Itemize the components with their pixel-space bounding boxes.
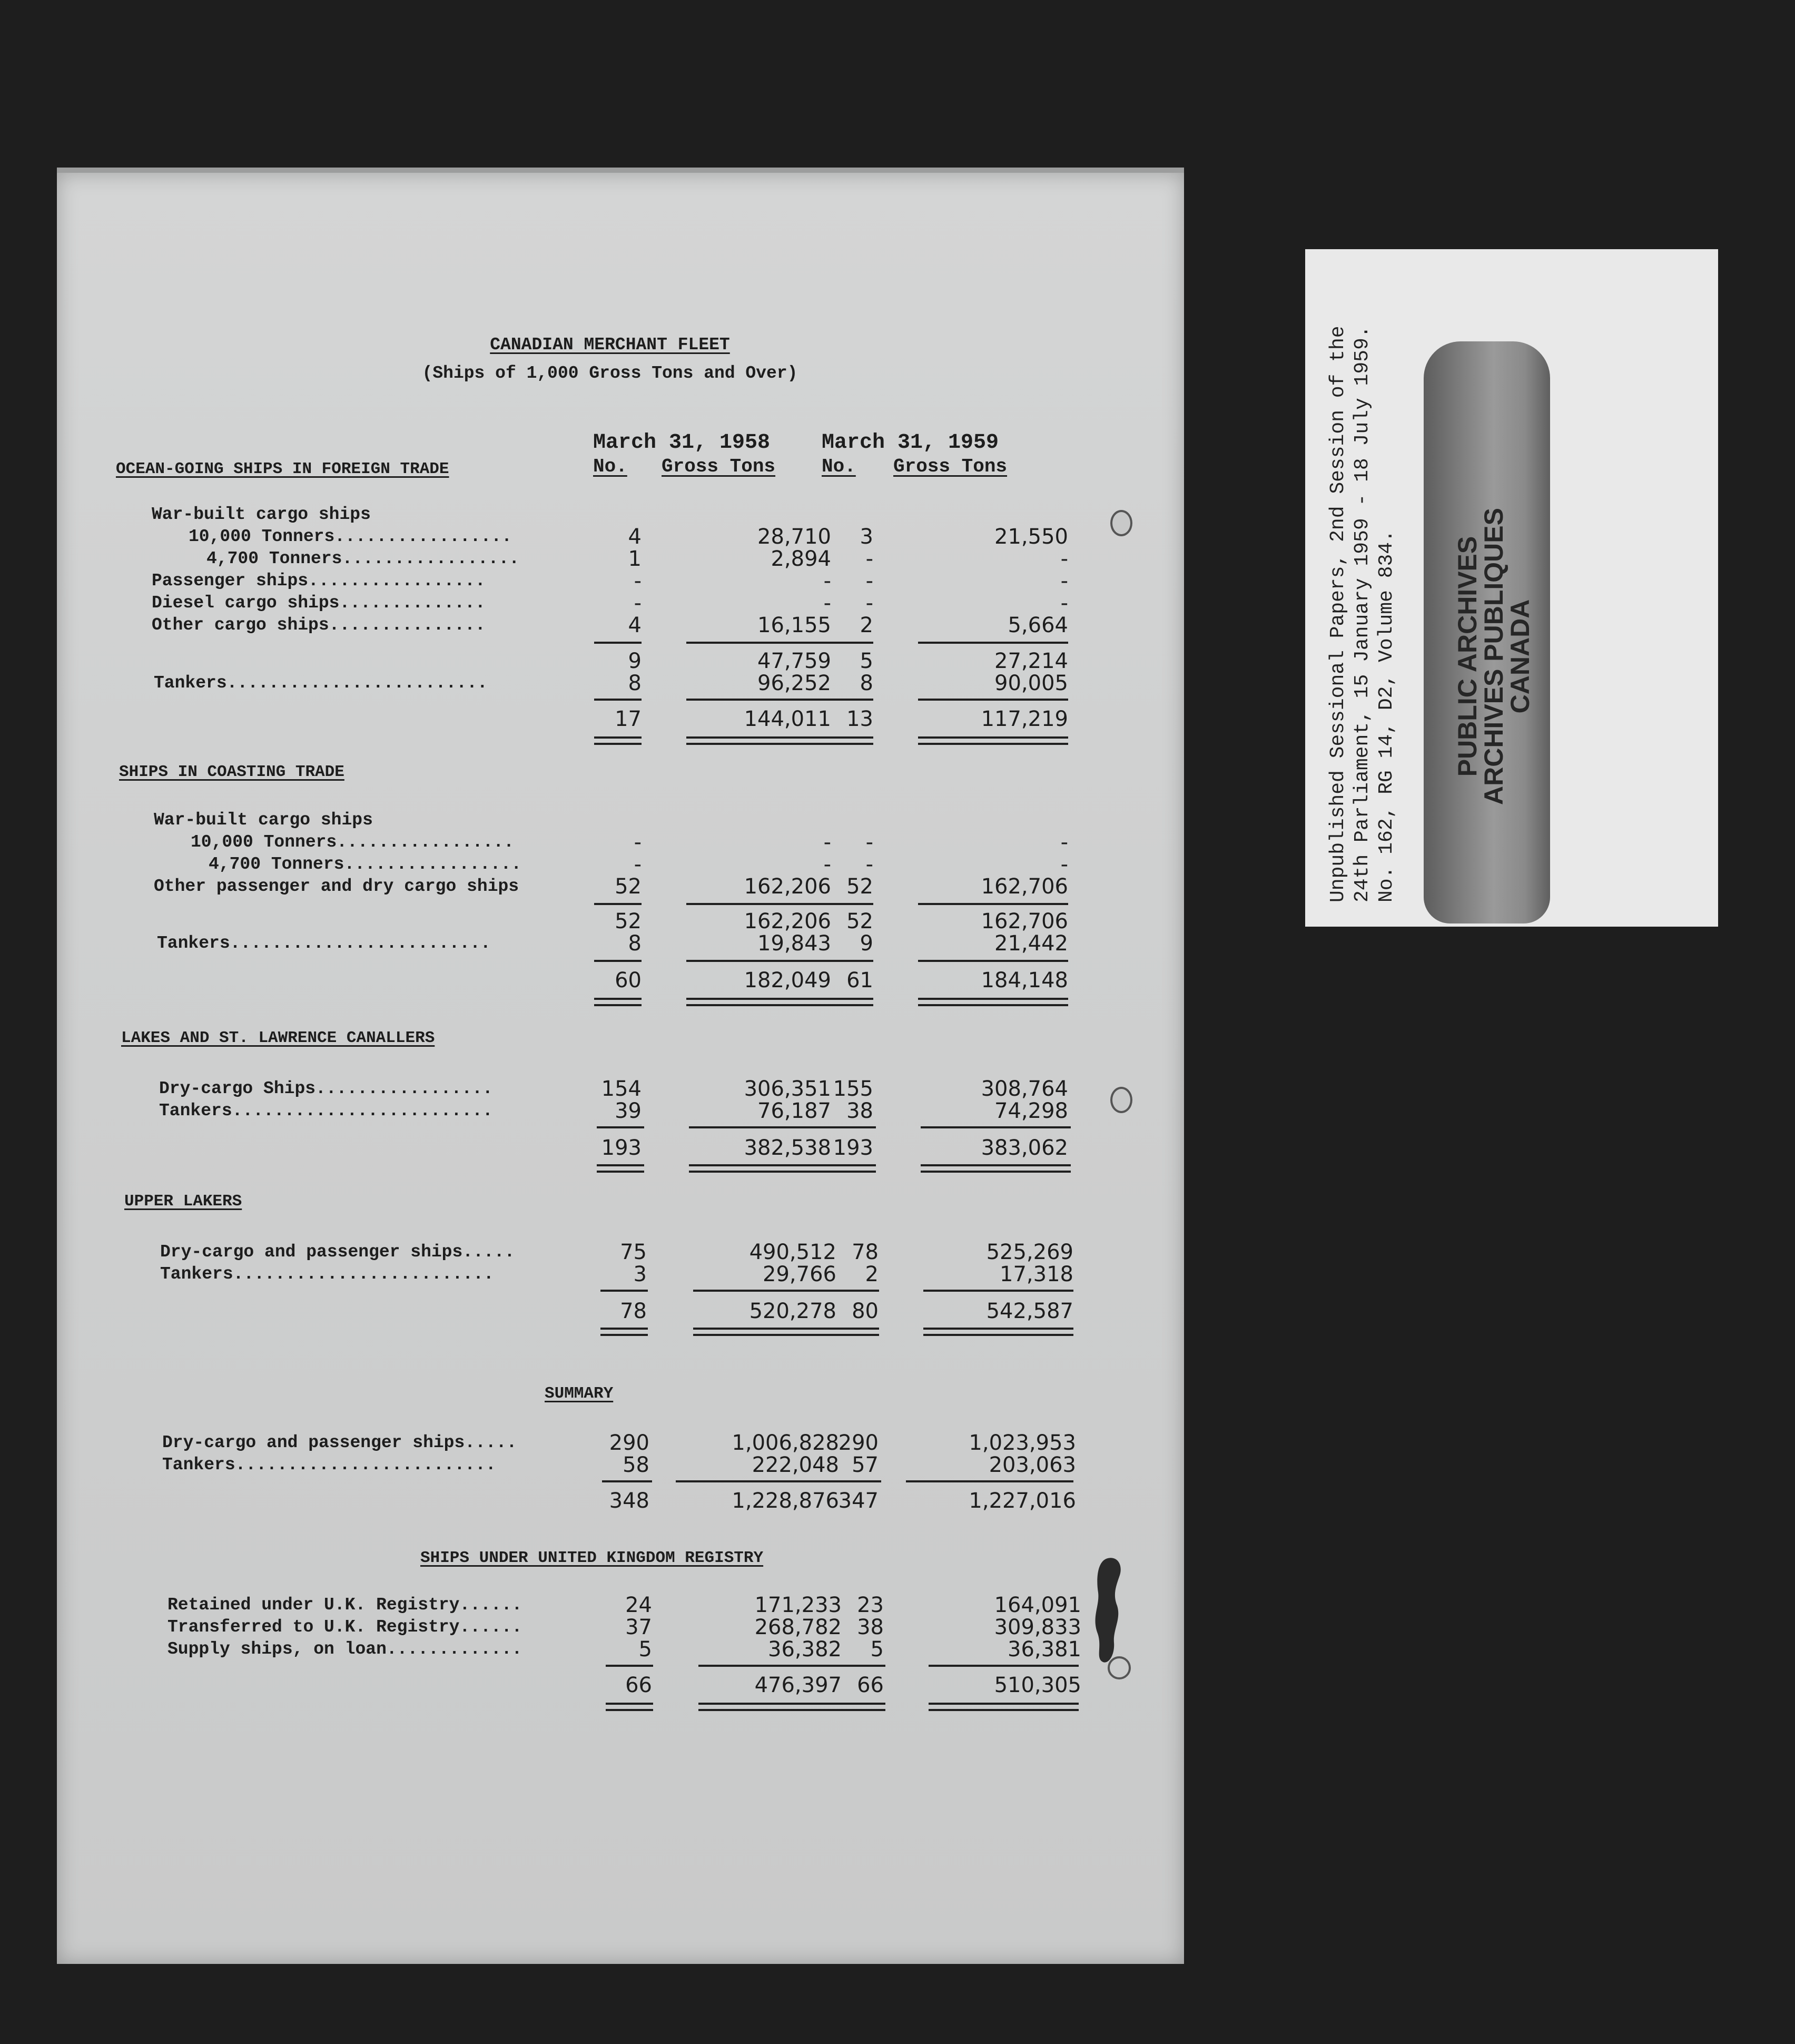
table-row [57,673,1184,696]
cell-tons-1958: - [823,569,831,593]
subtotal-rule [698,1665,843,1667]
cell-tons-1958: 171,233 [754,1593,842,1617]
total-double-rule [923,1328,1073,1336]
cell-no-1959: 8 [860,671,873,695]
cell-tons-1959: 1,023,953 [969,1431,1076,1455]
cell-tons-1958: 19,843 [757,931,831,956]
cell-tons-1959: - [1060,547,1068,571]
cell-no-1958: 4 [628,613,642,637]
subtotal-rule [676,1480,839,1482]
cell-tons-1958: 144,011 [744,707,831,731]
cell-tons-1958: 76,187 [757,1099,831,1123]
punch-hole [1110,510,1132,536]
total-double-rule [606,1703,653,1711]
row-label: 4,700 Tonners................. [206,549,520,568]
cell-tons-1959: 74,298 [994,1099,1068,1123]
subtotal-rule [906,1480,1073,1482]
cell-no-1958: - [634,591,642,615]
cell-no-1959: 9 [860,931,873,956]
table-row-total [57,1675,1184,1698]
cell-no-1959: 61 [846,968,873,992]
table-row [57,1101,1184,1124]
subtotal-rule [823,699,873,701]
cell-tons-1959: 542,587 [986,1299,1073,1323]
row-label: Retained under U.K. Registry...... [167,1595,522,1615]
subtotal-rule [829,1290,879,1292]
cell-tons-1958: 162,206 [744,909,831,933]
cell-no-1958: 66 [625,1673,652,1697]
section-heading-canallers: LAKES AND ST. LAWRENCE CANALLERS [121,1029,435,1047]
cell-tons-1959: 525,269 [986,1240,1073,1264]
cell-tons-1958: 1,228,876 [732,1489,839,1513]
subtotal-rule [600,1290,648,1292]
table-row [57,615,1184,638]
cell-no-1958: 52 [615,874,642,899]
cell-no-1959: 13 [846,707,873,731]
total-double-rule [600,1328,648,1336]
cell-tons-1959: - [1060,830,1068,854]
row-label: Other passenger and dry cargo ships [154,877,519,896]
subtotal-rule [594,699,642,701]
cell-tons-1958: 47,759 [757,649,831,673]
cell-tons-1958: 29,766 [763,1262,836,1286]
total-double-rule [829,1328,879,1336]
subtotal-rule [686,642,831,644]
cell-tons-1958: 520,278 [749,1299,836,1323]
cell-tons-1959: 21,550 [994,525,1068,549]
subtotal-rule [823,642,873,644]
subtotal-rule [693,1290,838,1292]
row-label: Tankers......................... [162,1455,496,1475]
table-row-total [57,1491,1184,1514]
row-label: Tankers......................... [154,673,488,693]
subtotal-rule [918,699,1068,701]
card-line: Unpublished Sessional Papers, 2nd Session of the [1327,326,1349,902]
cell-tons-1959: 309,833 [994,1615,1081,1639]
archive-card [1305,249,1718,927]
cell-no-1959: 3 [860,525,873,549]
cell-tons-1959: 308,764 [981,1077,1068,1101]
cell-no-1959: 78 [852,1240,879,1264]
cell-tons-1958: - [823,852,831,877]
subtotal-rule [606,1665,653,1667]
cell-tons-1959: - [1060,591,1068,615]
table-row-total [57,970,1184,994]
row-label: Tankers......................... [160,1264,494,1284]
cell-no-1958: 1 [628,547,642,571]
cell-tons-1958: 162,206 [744,874,831,899]
subtotal-rule [929,1665,1079,1667]
cell-tons-1958: 1,006,828 [732,1431,839,1455]
row-label: Tankers......................... [157,933,491,953]
cell-no-1958: - [634,852,642,877]
cell-no-1958: - [634,569,642,593]
cell-tons-1959: - [1060,569,1068,593]
cell-no-1958: 52 [615,909,642,933]
section-heading-summary: SUMMARY [545,1384,614,1403]
table-row-total [57,1301,1184,1324]
header-tons-1958: Gross Tons [662,456,776,477]
row-label: Passenger ships................. [152,571,486,591]
row-label: War-built cargo ships [152,505,371,524]
section-heading-uk-registry: SHIPS UNDER UNITED KINGDOM REGISTRY [420,1549,764,1567]
subtotal-rule [835,1665,885,1667]
cell-no-1958: 5 [638,1637,652,1662]
total-double-rule [686,736,831,745]
cell-tons-1958: 36,382 [768,1637,842,1662]
cell-tons-1959: 162,706 [981,874,1068,899]
cell-tons-1958: 490,512 [749,1240,836,1264]
cell-no-1958: 3 [633,1262,647,1286]
cell-tons-1959: 27,214 [994,649,1068,673]
cell-no-1958: 24 [625,1593,652,1617]
cell-no-1958: 193 [601,1136,642,1160]
subtotal-rule [923,1290,1073,1292]
total-double-rule [594,736,642,745]
cell-no-1959: - [865,569,873,593]
row-label: Dry-cargo Ships................. [159,1079,493,1098]
total-double-rule [921,1164,1071,1173]
table-row [57,933,1184,957]
cell-no-1958: 78 [620,1299,647,1323]
cell-no-1958: 8 [628,931,642,956]
cell-tons-1959: 17,318 [1000,1262,1073,1286]
cell-no-1958: 8 [628,671,642,695]
cell-tons-1958: 268,782 [754,1615,842,1639]
cell-tons-1958: - [823,830,831,854]
punch-hole [1110,1087,1132,1113]
cell-no-1958: - [634,830,642,854]
row-label: Transferred to U.K. Registry...... [167,1617,522,1637]
table-row-total [57,1138,1184,1161]
cell-tons-1958: 382,538 [744,1136,831,1160]
cell-tons-1959: 1,227,016 [969,1489,1076,1513]
cell-no-1958: 75 [620,1240,647,1264]
cell-no-1958: 58 [623,1453,649,1477]
ink-blot [1076,1553,1139,1679]
cell-tons-1959: 510,305 [994,1673,1081,1697]
cell-tons-1959: 21,442 [994,931,1068,956]
row-label: Tankers......................... [159,1101,493,1121]
cell-no-1959: 66 [857,1673,884,1697]
cell-tons-1959: 117,219 [981,707,1068,731]
row-label: 10,000 Tonners................. [191,832,514,852]
total-double-rule [698,1703,843,1711]
stamp-line: CANADA [1505,599,1535,714]
subtotal-rule [918,903,1068,905]
cell-tons-1958: - [823,591,831,615]
cell-no-1959: 347 [838,1489,879,1513]
row-label: 10,000 Tonners................. [189,527,512,546]
cell-tons-1958: 476,397 [754,1673,842,1697]
subtotal-rule [686,699,831,701]
cell-no-1959: 52 [846,874,873,899]
table-row [57,1639,1184,1663]
total-double-rule [686,998,831,1006]
row-label: War-built cargo ships [154,810,373,830]
cell-no-1958: 60 [615,968,642,992]
cell-tons-1959: 203,063 [989,1453,1076,1477]
subtotal-rule [826,1126,876,1128]
row-label: Dry-cargo and passenger ships..... [160,1242,515,1262]
header-date-1958: March 31, 1958 [593,431,771,455]
row-label: Diesel cargo ships.............. [152,593,486,613]
cell-no-1959: 38 [857,1615,884,1639]
subtotal-rule [823,960,873,962]
total-double-rule [594,998,642,1006]
total-double-rule [823,998,873,1006]
cell-tons-1958: 16,155 [757,613,831,637]
total-double-rule [823,736,873,745]
subtotal-rule [831,1480,881,1482]
row-label: Other cargo ships............... [152,615,486,635]
row-label: 4,700 Tonners................. [209,854,522,874]
cell-tons-1958: 182,049 [744,968,831,992]
cell-no-1958: 290 [609,1431,649,1455]
cell-no-1959: 5 [860,649,873,673]
cell-tons-1958: 96,252 [757,671,831,695]
header-no-1959: No. [822,456,856,477]
table-row [57,1455,1184,1478]
cell-no-1959: 38 [846,1099,873,1123]
subtotal-rule [823,903,873,905]
header-no-1958: No. [593,456,627,477]
cell-tons-1959: 5,664 [1008,613,1068,637]
cell-tons-1959: 184,148 [981,968,1068,992]
subtotal-rule [918,642,1068,644]
cell-no-1959: - [865,547,873,571]
cell-tons-1958: 28,710 [757,525,831,549]
stamp-line: ARCHIVES PUBLIQUES [1479,508,1508,805]
subtotal-rule [686,960,831,962]
subtotal-rule [686,903,831,905]
document-page [57,168,1184,1964]
card-citation [1326,326,1399,902]
cell-tons-1958: 222,048 [752,1453,839,1477]
cell-tons-1959: - [1060,852,1068,877]
archives-stamp [1424,341,1550,923]
section-heading-coasting: SHIPS IN COASTING TRADE [119,763,344,781]
total-double-rule [689,1164,834,1173]
cell-no-1959: - [865,852,873,877]
subtotal-rule [921,1126,1071,1128]
card-line: 24th Parliament, 15 January 1959 - 18 July 1959. [1351,326,1374,902]
subtotal-rule [689,1126,834,1128]
cell-no-1959: 23 [857,1593,884,1617]
cell-tons-1959: 36,381 [1008,1637,1081,1662]
cell-no-1959: 80 [852,1299,879,1323]
subtotal-rule [594,903,642,905]
row-label: Supply ships, on loan............. [167,1639,522,1659]
cell-no-1959: 57 [852,1453,879,1477]
stamp-text [1454,508,1533,805]
cell-no-1959: 193 [833,1136,873,1160]
total-double-rule [918,736,1068,745]
row-label: Dry-cargo and passenger ships..... [162,1433,517,1452]
cell-no-1958: 348 [609,1489,649,1513]
total-double-rule [918,998,1068,1006]
total-double-rule [835,1703,885,1711]
cell-tons-1959: 90,005 [994,671,1068,695]
table-row [57,1264,1184,1288]
subtotal-rule [594,642,642,644]
total-double-rule [929,1703,1079,1711]
cell-no-1958: 9 [628,649,642,673]
cell-no-1959: - [865,591,873,615]
header-tons-1959: Gross Tons [893,456,1008,477]
stamp-line: PUBLIC ARCHIVES [1453,536,1482,777]
total-double-rule [826,1164,876,1173]
cell-no-1959: 155 [833,1077,873,1101]
subtotal-rule [918,960,1068,962]
table-row [57,874,1184,900]
subtotal-rule [597,1126,644,1128]
cell-no-1958: 4 [628,525,642,549]
cell-no-1959: 2 [860,613,873,637]
cell-no-1959: 2 [865,1262,879,1286]
cell-no-1958: 39 [615,1099,642,1123]
cell-no-1959: 5 [870,1637,884,1662]
total-double-rule [597,1164,644,1173]
header-date-1959: March 31, 1959 [822,431,999,455]
cell-no-1959: - [865,830,873,854]
document-title: CANADIAN MERCHANT FLEET [490,335,730,355]
cell-tons-1959: 162,706 [981,909,1068,933]
subtotal-rule [594,960,642,962]
cell-tons-1958: 306,351 [744,1077,831,1101]
cell-tons-1958: 2,894 [771,547,831,571]
cell-no-1958: 154 [601,1077,642,1101]
cell-no-1959: 52 [846,909,873,933]
subtotal-rule [602,1480,652,1482]
cell-tons-1959: 383,062 [981,1136,1068,1160]
cell-no-1959: 290 [838,1431,879,1455]
cell-no-1958: 17 [615,707,642,731]
card-line: No. 162, RG 14, D2, Volume 834. [1375,530,1398,902]
total-double-rule [693,1328,838,1336]
section-heading-ocean-going: OCEAN-GOING SHIPS IN FOREIGN TRADE [116,460,449,478]
table-row-total [57,709,1184,732]
section-heading-upper-lakers: UPPER LAKERS [124,1192,242,1211]
cell-no-1958: 37 [625,1615,652,1639]
document-subtitle: (Ships of 1,000 Gross Tons and Over) [422,363,798,383]
cell-tons-1959: 164,091 [994,1593,1081,1617]
